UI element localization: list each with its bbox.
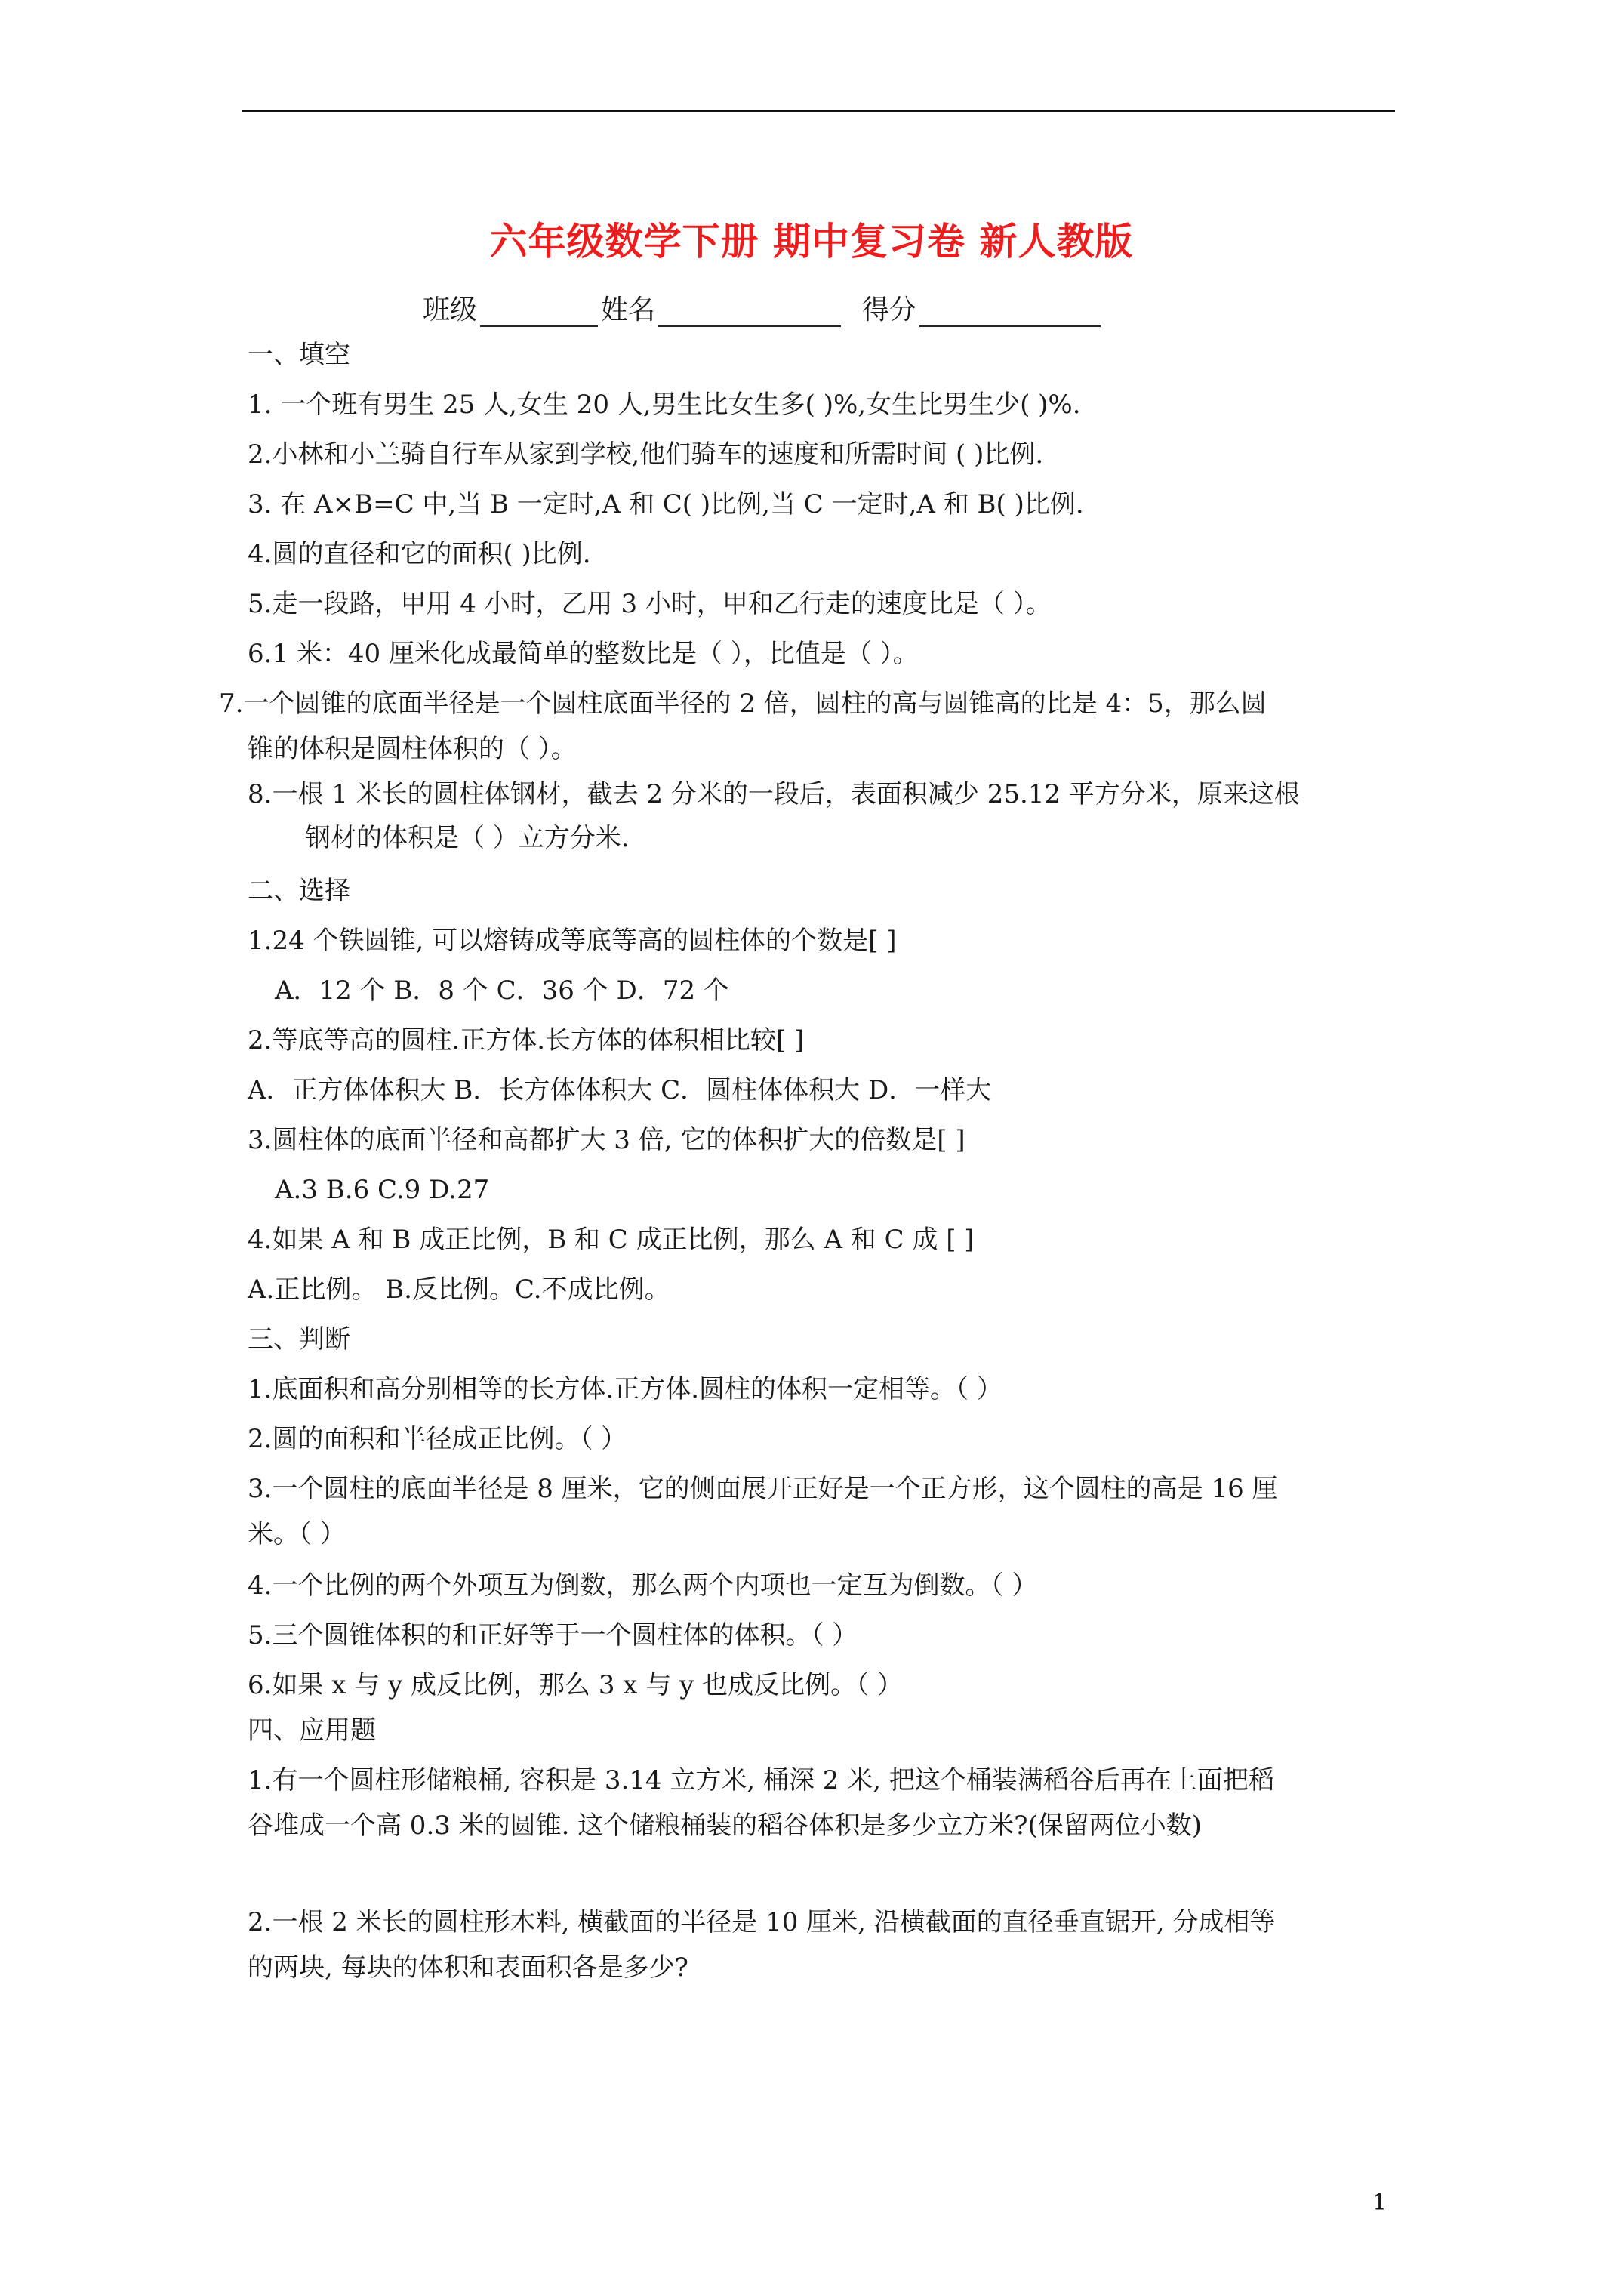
- choice-question-1: 1.24 个铁圆锥, 可以熔铸成等底等高的圆柱体的个数是[ ]: [248, 926, 897, 956]
- fill-question-7-line1: 7.一个圆锥的底面半径是一个圆柱底面半径的 2 倍，圆柱的高与圆锥高的比是 4：5，那么圆: [219, 689, 1267, 719]
- top-rule: [242, 110, 1395, 112]
- class-blank: [480, 298, 598, 327]
- fill-question-1: 1. 一个班有男生 25 人,女生 20 人,男生比女生多( )%,女生比男生少( )%.: [248, 390, 1081, 420]
- judge-question-3-line1: 3.一个圆柱的底面半径是 8 厘米，它的侧面展开正好是一个正方形，这个圆柱的高是 16 厘: [248, 1474, 1278, 1504]
- section-heading-choice: 二、选择: [248, 876, 350, 906]
- name-blank: [658, 298, 841, 327]
- choice-question-4-options: A.正比例。 B.反比例。C.不成比例。: [248, 1274, 670, 1305]
- judge-question-4: 4.一个比例的两个外项互为倒数，那么两个内项也一定互为倒数。（ ）: [248, 1570, 1038, 1601]
- score-blank: [919, 298, 1101, 327]
- page-title: 六年级数学下册 期中复习卷 新人教版: [489, 220, 1134, 264]
- choice-question-3: 3.圆柱体的底面半径和高都扩大 3 倍, 它的体积扩大的倍数是[ ]: [248, 1125, 965, 1155]
- apply-question-1-line2: 谷堆成一个高 0.3 米的圆锥. 这个储粮桶装的稻谷体积是多少立方米?(保留两位小数): [248, 1811, 1203, 1841]
- choice-question-2-options: A．正方体体积大 B．长方体体积大 C．圆柱体体积大 D．一样大: [248, 1075, 992, 1105]
- fill-question-5: 5.走一段路，甲用 4 小时，乙用 3 小时，甲和乙行走的速度比是（ ）。: [248, 589, 1052, 619]
- student-info-line: [423, 288, 1104, 327]
- apply-question-2-line1: 2.一根 2 米长的圆柱形木料, 横截面的半径是 10 厘米, 沿横截面的直径垂直锯开, 分成相等: [248, 1907, 1276, 1937]
- choice-question-4: 4.如果 A 和 B 成正比例，B 和 C 成正比例，那么 A 和 C 成 [ ]: [248, 1225, 975, 1255]
- page-number: 1: [1372, 2190, 1387, 2216]
- fill-question-6: 6.1 米：40 厘米化成最简单的整数比是（ ），比值是（ ）。: [248, 639, 919, 669]
- fill-question-8-line2: 钢材的体积是（ ）立方分米.: [305, 823, 630, 853]
- section-heading-fill: 一、填空: [248, 340, 350, 370]
- section-heading-judge: 三、判断: [248, 1324, 350, 1354]
- judge-question-2: 2.圆的面积和半径成正比例。（ ）: [248, 1424, 627, 1454]
- judge-question-6: 6.如果 x 与 y 成反比例，那么 3 x 与 y 也成反比例。（ ）: [248, 1670, 903, 1700]
- fill-question-2: 2.小林和小兰骑自行车从家到学校,他们骑车的速度和所需时间 ( )比例.: [248, 439, 1044, 470]
- fill-question-7-line2: 锥的体积是圆柱体积的（ ）。: [248, 734, 577, 764]
- fill-question-8-line1: 8.一根 1 米长的圆柱体钢材，截去 2 分米的一段后，表面积减少 25.12 平方分米，原来这根: [248, 779, 1300, 809]
- name-label: 姓名: [601, 294, 656, 325]
- score-label: 得分: [862, 294, 917, 325]
- fill-question-3: 3. 在 A×B=C 中,当 B 一定时,A 和 C( )比例,当 C 一定时,A 和 B( )比例.: [248, 489, 1084, 519]
- class-label: 班级: [423, 294, 478, 325]
- choice-question-1-options: A．12 个 B．8 个 C．36 个 D．72 个: [275, 975, 729, 1006]
- judge-question-1: 1.底面积和高分别相等的长方体.正方体.圆柱的体积一定相等。（ ）: [248, 1374, 1002, 1404]
- judge-question-3-line2: 米。（ ）: [248, 1519, 346, 1549]
- apply-question-2-line2: 的两块, 每块的体积和表面积各是多少?: [248, 1952, 688, 1983]
- apply-question-1-line1: 1.有一个圆柱形储粮桶, 容积是 3.14 立方米, 桶深 2 米, 把这个桶装满稻谷后再在上面把稻: [248, 1765, 1274, 1795]
- judge-question-5: 5.三个圆锥体积的和正好等于一个圆柱体的体积。（ ）: [248, 1620, 858, 1650]
- section-heading-apply: 四、应用题: [248, 1715, 376, 1746]
- choice-question-3-options: A.3 B.6 C.9 D.27: [275, 1175, 490, 1205]
- fill-question-4: 4.圆的直径和它的面积( )比例.: [248, 539, 591, 569]
- choice-question-2: 2.等底等高的圆柱.正方体.长方体的体积相比较[ ]: [248, 1025, 805, 1056]
